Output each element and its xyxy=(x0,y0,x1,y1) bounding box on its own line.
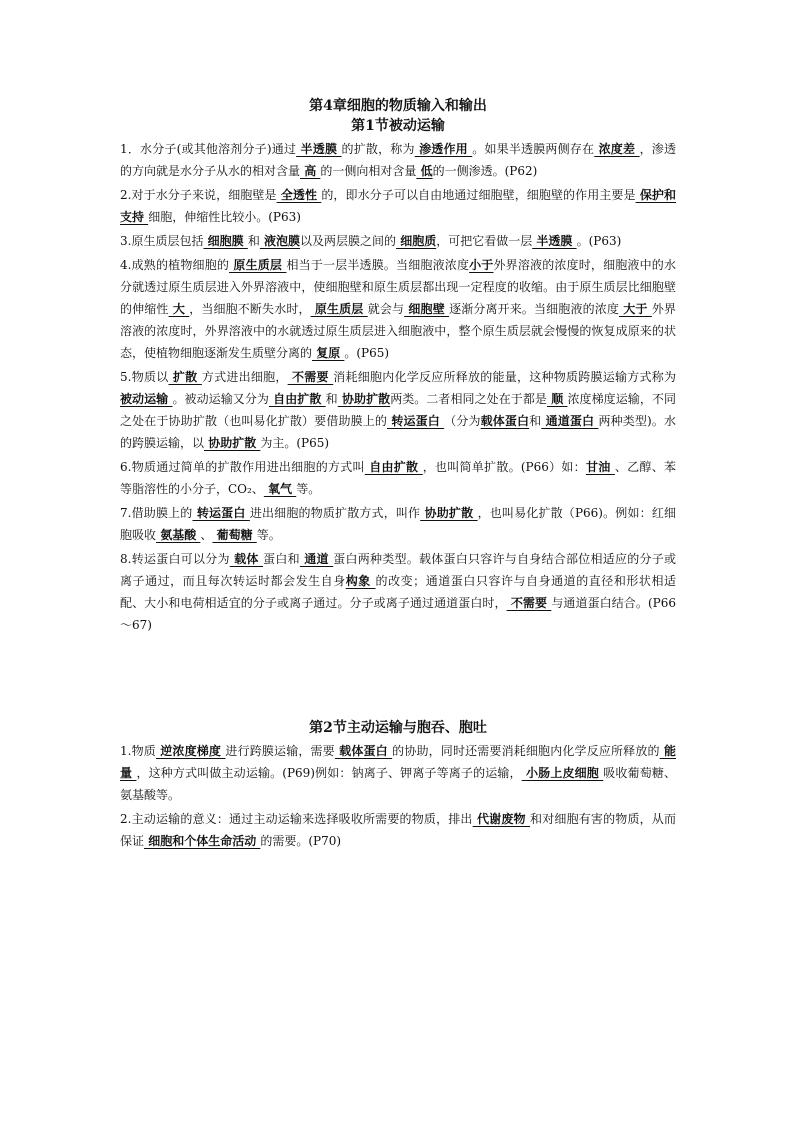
answer-blank: 氧气 xyxy=(263,482,297,496)
paragraph-text: 的，即水分子可以自由地通过细胞壁，细胞壁的作用主要是 xyxy=(321,188,636,202)
paragraph-text: 蛋白两种类型。载体蛋白只容许与自身结合部位相适应的分子或离子通过，而且每次转运时都会发生自身 xyxy=(120,552,677,588)
paragraph-text: 的需要。(P70) xyxy=(260,834,342,848)
paragraph-text: 方式进出细胞， xyxy=(201,370,288,384)
paragraph-1-2 xyxy=(120,184,676,228)
paragraph-1-3 xyxy=(120,230,676,252)
answer-blank: 载体蛋白 xyxy=(334,744,393,758)
paragraph-text: 1．水分子(或其他溶剂分子)通过 xyxy=(120,142,297,156)
paragraph-text: 等。 xyxy=(256,528,281,542)
section-1-title: 第1节被动运输 xyxy=(351,118,445,134)
paragraph-text: 两种类型)。水的跨膜运输，以 xyxy=(120,414,676,450)
paragraph-text: 蛋白和 xyxy=(263,552,300,566)
paragraph-text: ，也叫简单扩散。(P66）如： xyxy=(422,460,586,474)
answer-blank: 逆浓度梯度 xyxy=(155,744,226,758)
section-1-paragraph xyxy=(120,230,676,252)
paragraph-text: ，当细胞不断失水时， xyxy=(189,302,311,316)
paragraph-text: 2.对于水分子来说，细胞壁是 xyxy=(120,188,277,202)
paragraph-text: 浓度梯度运输，不同之处在于协助扩散（也叫易化扩散）要借助膜上的 xyxy=(120,392,676,428)
answer-blank: 细胞质 xyxy=(396,234,437,248)
answer-blank: 被动运输 xyxy=(120,392,173,406)
answer-blank: 小肠上皮细胞 xyxy=(521,766,604,780)
paragraph-text: 和对细胞有害的物质，从而保证 xyxy=(120,812,676,848)
paragraph-text: 的一侧向相对含量 xyxy=(320,164,417,178)
paragraph-1-6 xyxy=(120,456,676,500)
section-1-paragraph xyxy=(120,254,676,364)
answer-blank: 半透膜 xyxy=(532,234,577,248)
answer-blank: 低 xyxy=(416,164,433,178)
paragraph-text: 4.成熟的植物细胞的 xyxy=(120,258,230,272)
paragraph-text: 为主。(P65) xyxy=(260,436,330,450)
paragraph-text: （分为 xyxy=(444,414,481,428)
section-1-paragraph xyxy=(120,138,676,182)
paragraph-text: 5.物质以 xyxy=(120,370,169,384)
paragraph-text: 的协助，同时还需要消耗细胞内化学反应所释放的 xyxy=(392,744,660,758)
answer-blank: 通道蛋白 xyxy=(541,414,599,428)
paragraph-text: 消耗细胞内化学反应所释放的能量，这种物质跨膜运输方式称为 xyxy=(333,370,677,384)
paragraph-text: 外界溶液的浓度时，细胞液中的水分就透过原生质层进入外界溶液中，使细胞壁和原生质层都出现一定程度的收缩。由于原生质层比细胞壁的伸缩性 xyxy=(120,258,676,316)
paragraph-text: 的改变；通道蛋白只容许与自身通道的直径和形状相适配、大小和电荷相适宜的分子或离子通过。分子或离子通过通道蛋白时， xyxy=(120,574,676,610)
paragraph-text: 两类。二者相同之处在于都是 xyxy=(390,392,547,406)
document-page xyxy=(120,96,676,852)
answer-blank: 渗透作用 xyxy=(414,142,473,156)
paragraph-text: 吸收葡萄糖、氨基酸等。 xyxy=(120,766,676,802)
answer-blank: 能量 xyxy=(120,744,676,780)
answer-blank: 原生质层 xyxy=(310,302,368,316)
answer-blank: 保护和支持 xyxy=(120,188,676,224)
answer-blank: 葡萄糖 xyxy=(212,528,257,542)
answer-blank: 不需要 xyxy=(506,596,552,610)
paragraph-text: 8.转运蛋白可以分为 xyxy=(120,552,230,566)
answer-blank: 液泡膜 xyxy=(259,234,301,248)
paragraph-text: 等。 xyxy=(296,482,321,496)
paragraph-2-2 xyxy=(120,808,676,852)
paragraph-text: 。如果半透膜两侧存在 xyxy=(472,142,595,156)
paragraph-1-5 xyxy=(120,366,676,454)
paragraph-text: 、 xyxy=(200,528,213,542)
paragraph-text: 进行跨膜运输，需要 xyxy=(225,744,335,758)
paragraph-text: 7.借助膜上的 xyxy=(120,506,193,520)
answer-blank: 通道 xyxy=(299,552,334,566)
answer-blank: 顺 xyxy=(546,392,568,406)
answer-blank: 载体 xyxy=(229,552,264,566)
paragraph-1-4 xyxy=(120,254,676,364)
paragraph-text: 3.原生质层包括 xyxy=(120,234,204,248)
paragraph-text: 1.物质 xyxy=(120,744,156,758)
paragraph-text: ，这种方式叫做主动运输。(P69)例如：钠离子、钾离子等离子的运输， xyxy=(136,766,522,780)
paragraph-text: 和 xyxy=(325,392,338,406)
answer-blank: 原生质层 xyxy=(229,258,287,272)
answer-blank: 自由扩散 xyxy=(268,392,326,406)
answer-blank: 扩散 xyxy=(168,370,202,384)
paragraph-1-8 xyxy=(120,548,676,636)
answer-blank: 氨基酸 xyxy=(156,528,201,542)
answer-blank: 协助扩散 xyxy=(420,506,478,520)
paragraph-text: 外界溶液的浓度时，外界溶液中的水就透过原生质层进入细胞液中，整个原生质层就会慢慢的恢复成原来的状态，使植物细胞逐渐发生质壁分离的 xyxy=(120,302,676,360)
section-1-paragraph xyxy=(120,456,676,500)
section-1-paragraph xyxy=(120,548,676,636)
section-1-paragraph xyxy=(120,184,676,228)
answer-blank: 构象 xyxy=(345,574,376,588)
answer-blank: 浓度差 xyxy=(594,142,640,156)
answer-blank: 细胞壁 xyxy=(404,302,450,316)
answer-blank: 转运蛋白 xyxy=(387,414,445,428)
answer-blank: 半透膜 xyxy=(296,142,342,156)
paragraph-text: 和 xyxy=(247,234,260,248)
paragraph-text: 细胞，伸缩性比较小。(P63) xyxy=(148,210,301,224)
paragraph-text: 6.物质通过简单的扩散作用进出细胞的方式叫 xyxy=(120,460,365,474)
paragraph-text: 的扩散，称为 xyxy=(341,142,415,156)
paragraph-text: 和 xyxy=(529,414,542,428)
paragraph-1-1 xyxy=(120,138,676,182)
paragraph-text: 。(P63) xyxy=(576,234,622,248)
answer-blank: 全透性 xyxy=(276,188,322,202)
paragraph-text: 2.主动运输的意义：通过主动运输来选择吸收所需要的物质，排出 xyxy=(120,812,473,826)
paragraph-text: ，可把它看做一层 xyxy=(436,234,533,248)
answer-blank: 自由扩散 xyxy=(364,460,423,474)
answer-blank: 甘油 xyxy=(585,460,615,474)
paragraph-text: 进出细胞的物质扩散方式，叫作 xyxy=(249,506,421,520)
section-1-paragraph xyxy=(120,502,676,546)
answer-blank: 不需要 xyxy=(287,370,334,384)
paragraph-text: 以及两层膜之间的 xyxy=(300,234,397,248)
paragraph-2-1 xyxy=(120,740,676,806)
paragraph-1-7 xyxy=(120,502,676,546)
answer-blank: 协助扩散 xyxy=(337,392,391,406)
paragraph-text: 。被动运输又分为 xyxy=(172,392,269,406)
paragraph-text: 与通道蛋白结合。(P66～67) xyxy=(120,596,676,632)
answer-blank: 协助扩散 xyxy=(204,436,261,450)
paragraph-text: ，也叫易化扩散（P66)。例如：红细胞吸收 xyxy=(120,506,676,542)
answer-blank: 复原 xyxy=(312,346,345,360)
answer-blank: 高 xyxy=(300,164,321,178)
paragraph-text: 就会与 xyxy=(367,302,405,316)
answer-blank: 小于 xyxy=(469,258,494,272)
section-gap xyxy=(120,636,676,718)
answer-blank: 大 xyxy=(168,302,190,316)
paragraph-text: 、乙醇、苯等脂溶性的小分子，CO₂、 xyxy=(120,460,676,496)
section-2-paragraph xyxy=(120,808,676,852)
paragraph-text: 相当于一层半透膜。当细胞液浓度 xyxy=(286,258,470,272)
answer-blank: 转运蛋白 xyxy=(192,506,250,520)
section-2-title: 第2节主动运输与胞吞、胞吐 xyxy=(309,720,487,736)
paragraph-text: 的一侧渗透。(P62) xyxy=(432,164,538,178)
paragraph-text: ，渗透的方向就是水分子从水的相对含量 xyxy=(120,142,676,178)
chapter-title: 第4章细胞的物质输入和输出 xyxy=(309,98,487,114)
paragraph-text: 。(P65) xyxy=(344,346,390,360)
answer-blank: 大于 xyxy=(618,302,652,316)
section-2-paragraph xyxy=(120,740,676,806)
answer-blank: 细胞和个体生命活动 xyxy=(144,834,261,848)
section-1-paragraph xyxy=(120,366,676,454)
answer-blank: 载体蛋白 xyxy=(480,414,530,428)
paragraph-text: 逐渐分离开来。当细胞液的浓度 xyxy=(449,302,619,316)
answer-blank: 细胞膜 xyxy=(203,234,248,248)
answer-blank: 代谢废物 xyxy=(472,812,531,826)
